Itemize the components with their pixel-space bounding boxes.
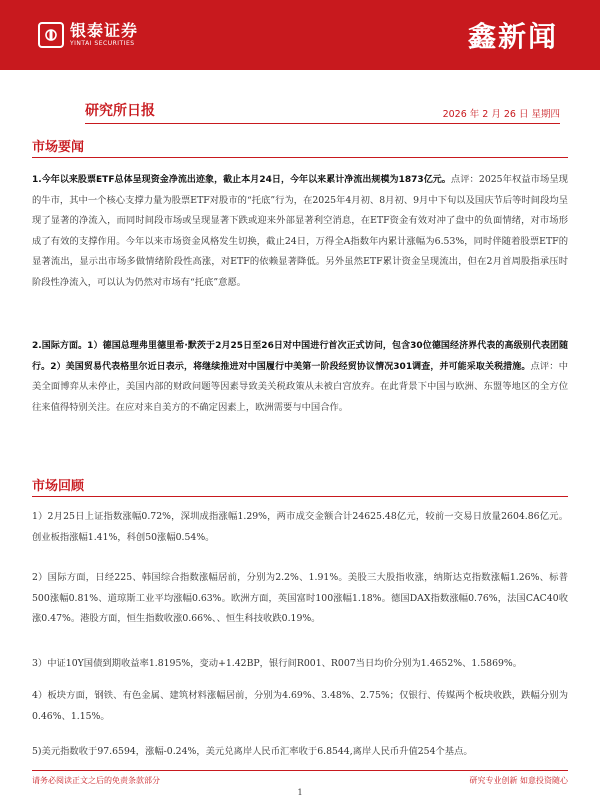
review-item-4: 4）板块方面，钢铁、有色金属、建筑材料涨幅居前，分别为4.69%、3.48%、2.75%；仅银行、传媒两个板块收跌，跌幅分别为0.46%、1.15%。: [32, 690, 568, 722]
review-item-1: 1）2月25日上证指数涨幅0.72%，深圳成指涨幅1.29%，两市成交金额合计24625.48亿元，较前一交易日放量2604.86亿元。创业板指涨幅1.41%，科创50涨幅0.54%。: [32, 511, 568, 543]
section-divider: [32, 157, 568, 158]
brand-title: 鑫新闻: [467, 20, 558, 53]
company-logo: [38, 22, 138, 48]
section-divider: [32, 496, 568, 497]
review-item-2: 2）国际方面，日经225、韩国综合指数涨幅居前，分别为2.2%、1.91%。美股三大股指收涨，纳斯达克指数涨幅1.26%、标普500涨幅0.81%、道琼斯工业平均涨幅0.63%。欧洲方面，英国富时100涨幅1.18%。德国DAX指数涨幅0.76%，法国CAC40收涨0.47%。港股方面，恒生指数收涨0.66%、、恒生科技收跌0.19%。: [32, 572, 568, 624]
news-item-2-comment: 点评：中美全面博弈从未停止，美国内部的财政问题等因素导致美关税政策从未被白宫放弃。在此背景下中国与欧洲、东盟等地区的全方位往来值得特别关注。在应对来自美方的不确定因素上，欧洲需要与中国合作。: [32, 360, 568, 413]
review-item-3: 3）中证10Y国债到期收益率1.8195%，变动+1.42BP，银行间R001、R007当日均价分别为1.4652%、1.5869%。: [32, 658, 523, 669]
page-number: 1: [297, 788, 303, 797]
page-footer: [32, 770, 568, 786]
news-item-1: [32, 170, 568, 293]
section-title-market-review: 市场回顾: [32, 479, 85, 494]
logo-name-cn: 银泰证券: [70, 21, 139, 40]
disclaimer-text: 请务必阅读正文之后的免责条款部分: [32, 776, 160, 785]
review-item-5: 5)美元指数收于97.6594，涨幅-0.24%，美元兑离岸人民币汇率收于6.8544,离岸人民币升值254个基点。: [32, 746, 473, 757]
news-item-2-headline: 2.国际方面。1）德国总理弗里德里希·默茨于2月25日至26日对中国进行首次正式访问，包含30位德国经济界代表的高级别代表团随行。2）美国贸易代表格里尔近日表示，将继续推进对中国履行中美第一阶段经贸协议情况301调查，并可能采取关税措施。: [32, 341, 568, 372]
header-banner: [0, 0, 600, 70]
news-item-2: [32, 336, 568, 418]
report-title: 研究所日报: [85, 103, 155, 119]
logo-mark-icon: [38, 22, 64, 48]
logo-name-en: YINTAI SECURITIES: [70, 40, 135, 47]
news-item-1-comment: 点评：2025年权益市场呈现的牛市，其中一个核心支撑力量为股票ETF对股市的“托底”行为，在2025年4月初、8月初、9月中下旬以及国庆节后等时间段均呈现了显著的净流入，而同时间段市场或呈现显著下跌或迎来外部显著利空消息，在ETF资金有效对冲了盘中的负面情绪，对市场形成了有效的支撑作用。今年以来市场资金风格发生切换，截止24日，万得全A指数年内累计涨幅为6.53%，同时伴随着股票ETF的显著流出，显示出市场多做情绪阶段性高涨，对ETF的依赖显著降低。另外虽然ETF累计资金呈现流出，但在2月首周股指承压时阶段性净流入，可以认为仍然对市场有“托底”意愿。: [32, 174, 568, 288]
footer-slogan: 研究专业创新 如意投资随心: [469, 776, 568, 785]
report-date: 2026 年 2 月 26 日 星期四: [442, 109, 560, 120]
news-item-1-headline: 1.今年以来股票ETF总体呈现资金净流出迹象，截止本月24日，今年以来累计净流出规模为1873亿元。: [32, 175, 451, 185]
report-subheader: [85, 96, 560, 124]
section-title-market-news: 市场要闻: [32, 140, 85, 155]
